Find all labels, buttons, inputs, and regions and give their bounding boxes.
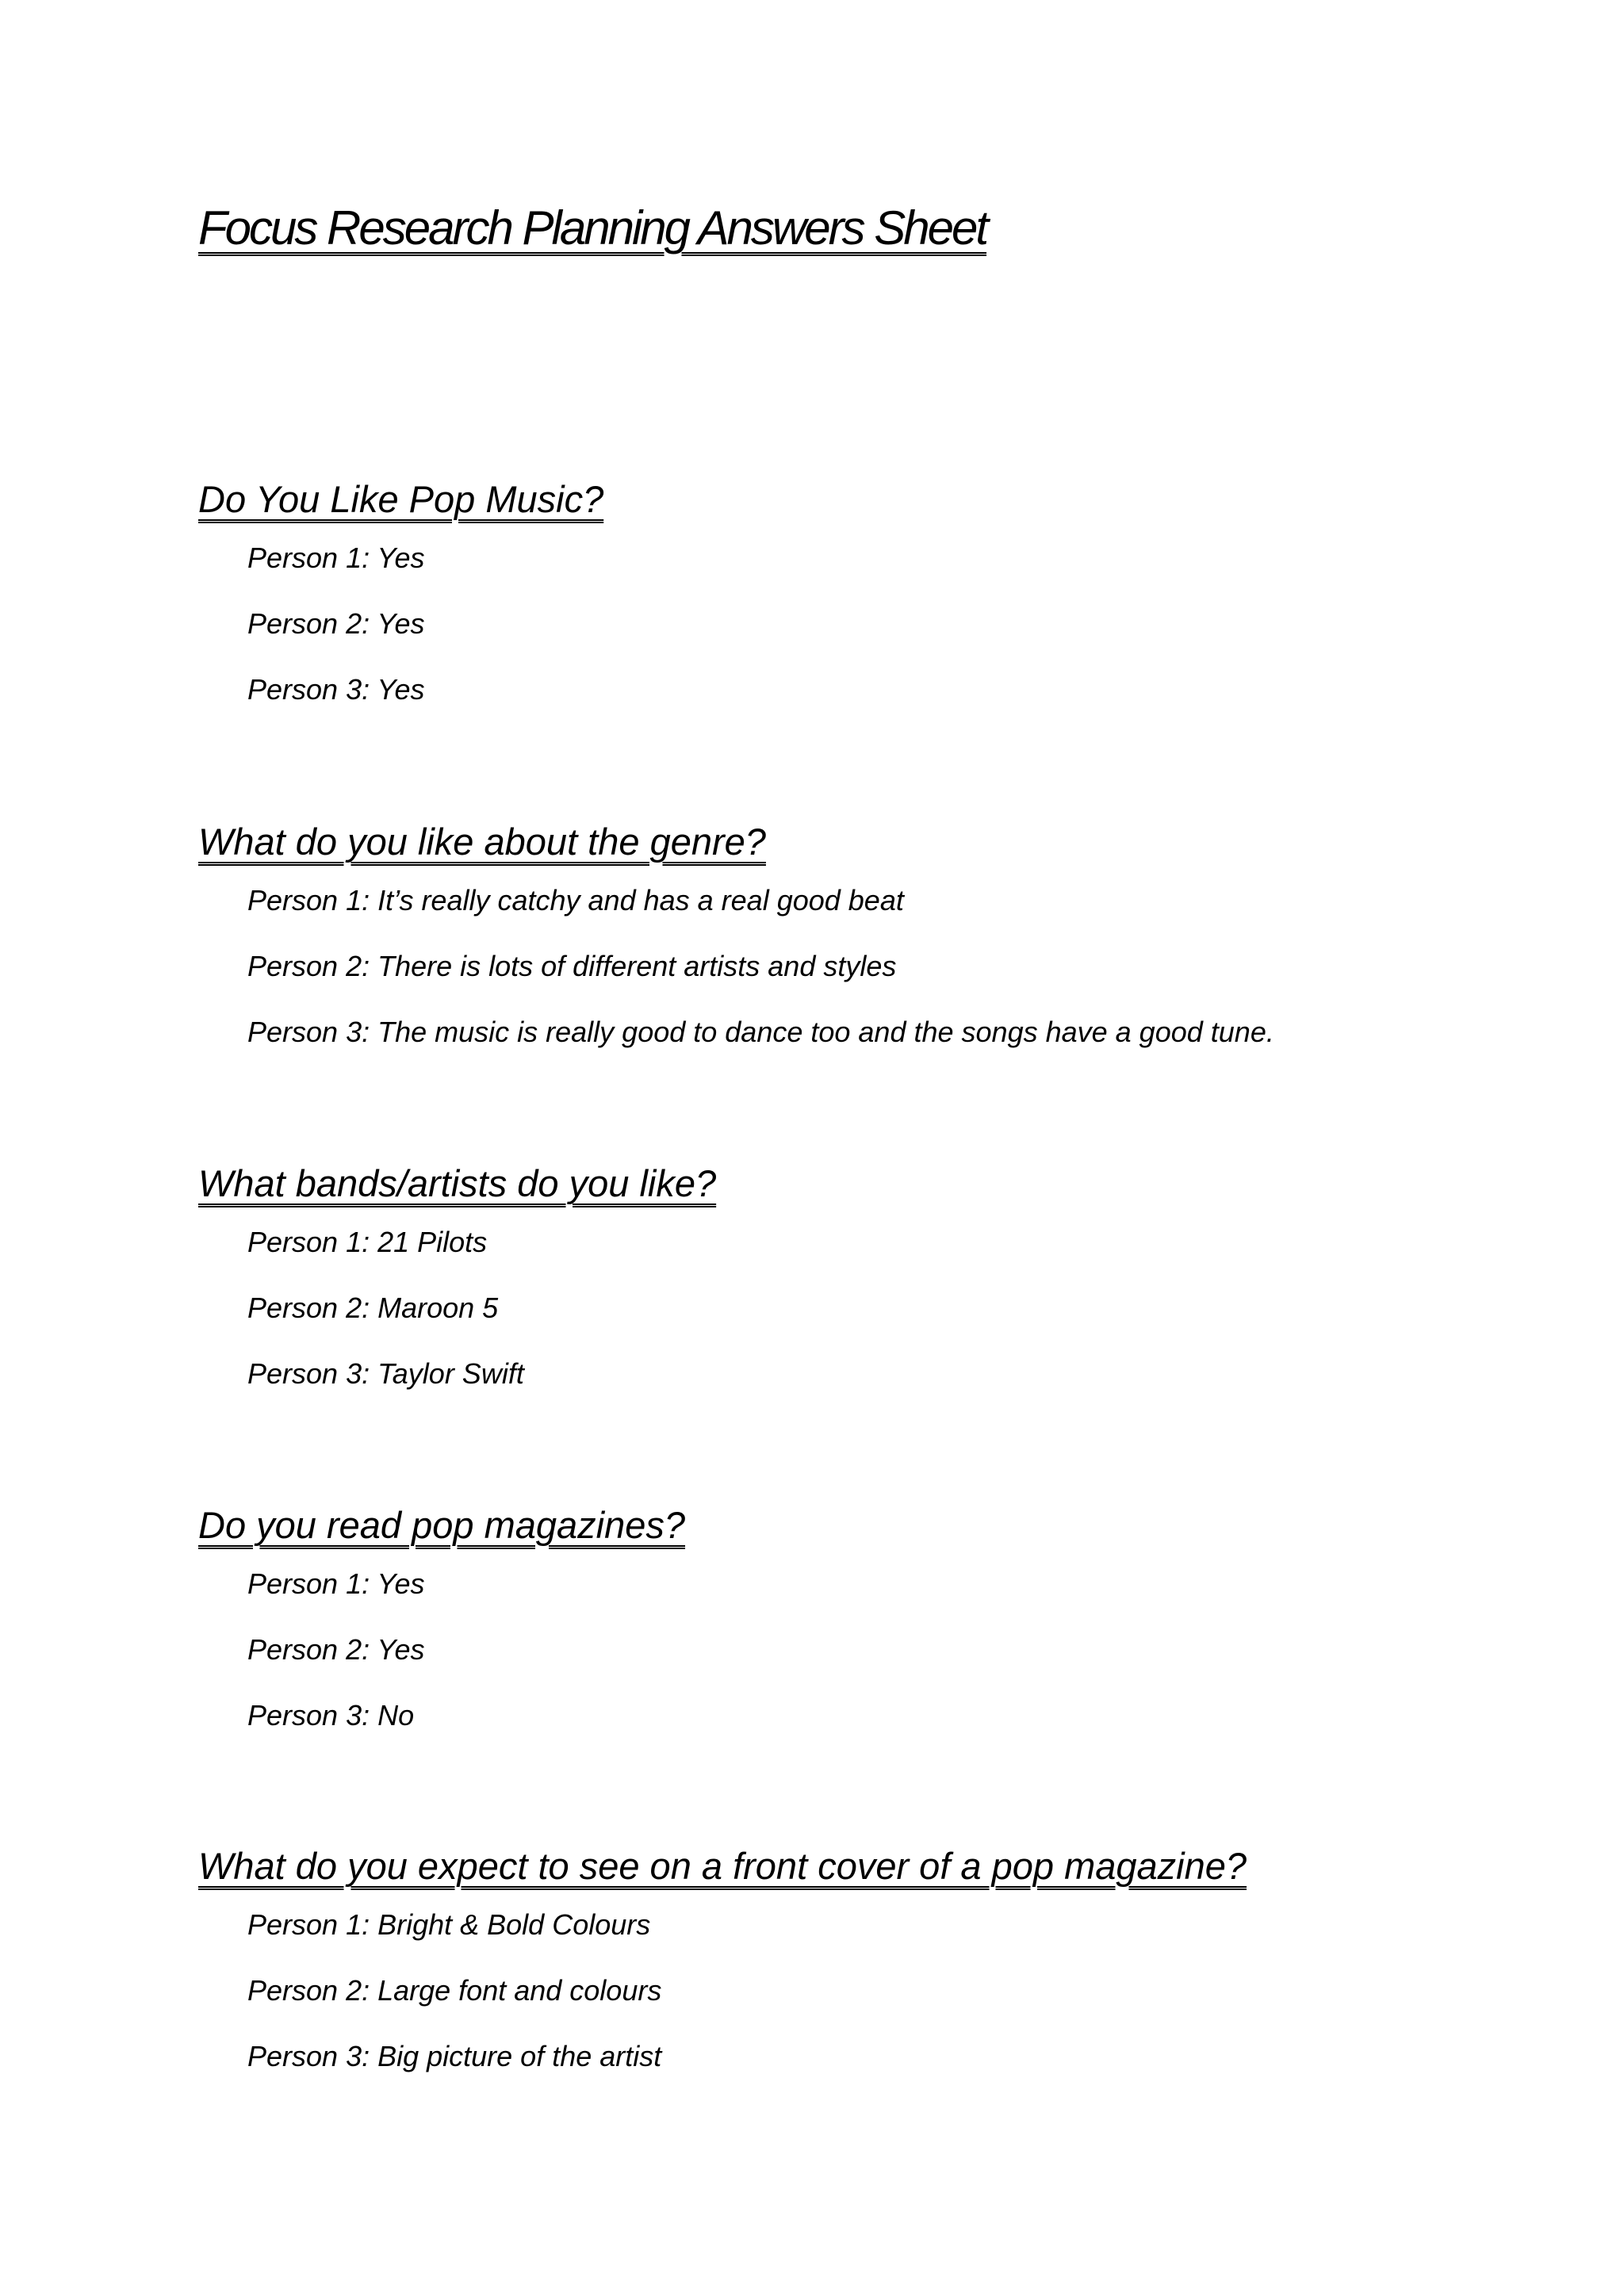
- answer-item: Person 2: Maroon 5: [247, 1292, 499, 1324]
- answer-item: Person 3: Yes: [247, 673, 425, 706]
- answer-list: [198, 534, 1546, 732]
- question-section-3: [198, 1160, 1546, 1416]
- answer-item: Person 2: There is lots of different artists and styles: [247, 950, 897, 982]
- answer-item: Person 1: Bright & Bold Colours: [247, 1908, 651, 1941]
- answer-item: Person 3: Big picture of the artist: [247, 2040, 662, 2072]
- answer-item: Person 1: Yes: [247, 541, 425, 574]
- answer-item: Person 2: Large font and colours: [247, 1974, 662, 2007]
- answer-list: [198, 1560, 1546, 1758]
- answer-item: Person 1: 21 Pilots: [247, 1226, 488, 1258]
- answer-list: [198, 877, 1546, 1074]
- question-section-4: [198, 1502, 1546, 1758]
- question-heading: What do you expect to see on a front cover of a pop magazine?: [198, 1845, 1247, 1887]
- question-heading: Do you read pop magazines?: [198, 1504, 686, 1546]
- answer-item: Person 3: Taylor Swift: [247, 1357, 524, 1390]
- answer-item: Person 2: Yes: [247, 607, 425, 640]
- page-title: Focus Research Planning Answers Sheet: [198, 201, 987, 254]
- question-section-1: [198, 476, 1546, 732]
- question-heading: Do You Like Pop Music?: [198, 478, 604, 520]
- answer-item: Person 3: No: [247, 1699, 415, 1732]
- answer-item: Person 2: Yes: [247, 1633, 425, 1666]
- question-section-2: [198, 818, 1546, 1074]
- answer-list: [198, 1901, 1546, 2099]
- answer-item: Person 1: Yes: [247, 1567, 425, 1600]
- question-heading: What bands/artists do you like?: [198, 1162, 717, 1204]
- question-heading: What do you like about the genre?: [198, 821, 766, 863]
- answer-item: Person 1: It’s really catchy and has a real good beat: [247, 884, 904, 916]
- answer-list: [198, 1219, 1546, 1416]
- question-section-5: [198, 1843, 1546, 2099]
- answer-item: Person 3: The music is really good to dance too and the songs have a good tune.: [247, 1016, 1274, 1048]
